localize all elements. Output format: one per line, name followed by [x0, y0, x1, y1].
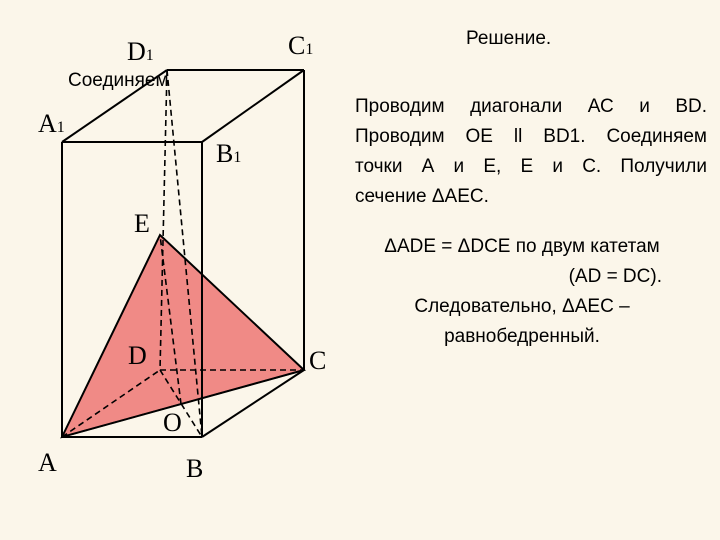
paragraph-1-line: Проводим ОЕ ll BD1. Соединяем [355, 126, 707, 147]
paragraph-2-line: Следовательно, ΔАЕС – [414, 296, 630, 317]
solution-paragraph-1 [355, 92, 707, 212]
paragraph-2-line: (AD = DC). [568, 266, 662, 287]
paragraph-2-line: равнобедренный. [444, 326, 600, 347]
label-o: O [163, 408, 182, 437]
paragraph-2-line: ΔADE = ΔDCE по двум катетам [384, 236, 660, 257]
label-c1: C1 [288, 31, 314, 60]
paragraph-1-line: сечение ΔАЕС. [355, 186, 489, 207]
label-b: B [186, 454, 204, 483]
paragraph-1-line: точки А и Е, Е и С. Получили [355, 156, 707, 177]
label-a: A [38, 448, 57, 477]
solution-paragraph-2 [332, 232, 712, 352]
paragraph-1-line: Проводим диагонали АС и BD. [355, 96, 707, 117]
label-d1: D1 [127, 37, 154, 66]
label-e: E [134, 209, 150, 238]
label-b1: B1 [216, 139, 242, 168]
label-c: C [309, 346, 327, 375]
edge-c1-b1 [202, 70, 304, 142]
label-a1: A1 [38, 109, 65, 138]
solution-heading: Решение. [466, 28, 552, 49]
label-d: D [128, 341, 147, 370]
overlay-word-soedinyaem: Соединяем [68, 70, 169, 91]
